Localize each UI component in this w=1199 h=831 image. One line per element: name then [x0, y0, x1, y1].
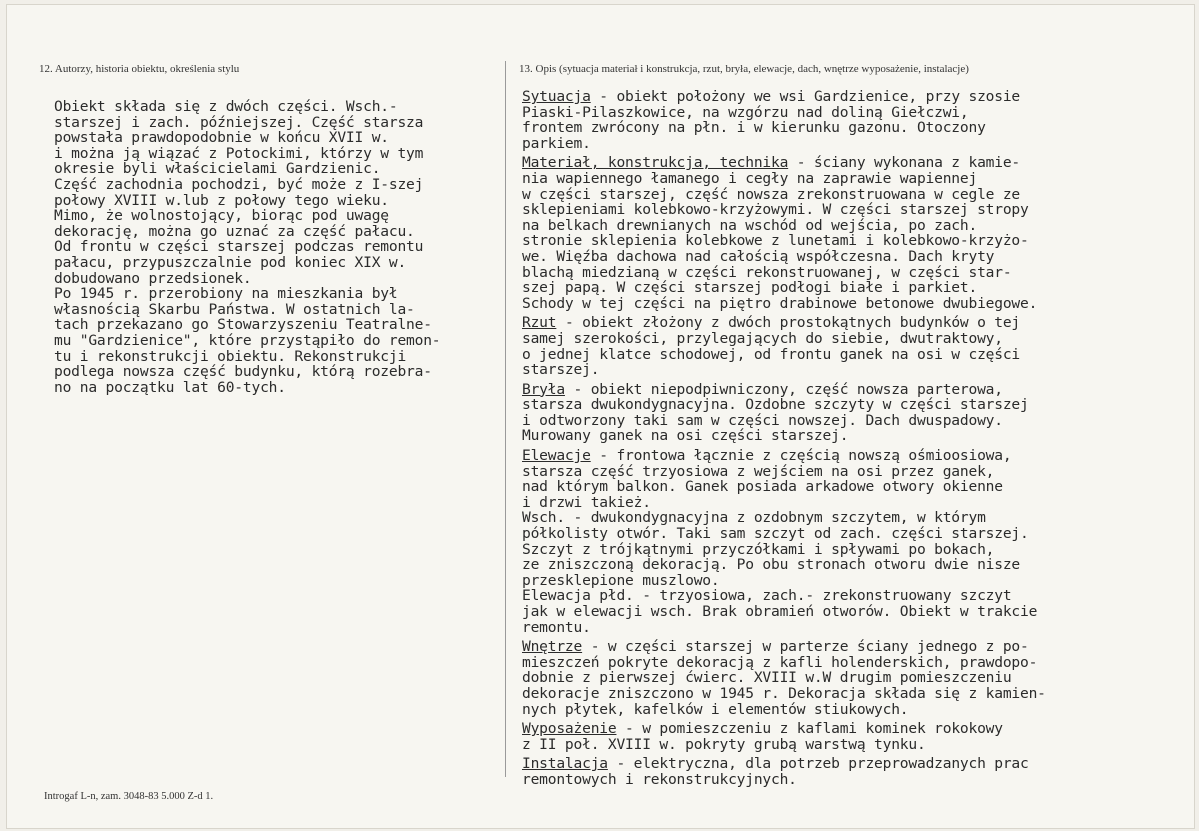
section-first-line	[522, 721, 1046, 737]
section-line: Murowany ganek na osi części starszej.	[522, 427, 849, 445]
history-line: Po 1945 r. przerobiony na mieszkania był	[54, 285, 398, 303]
description-text-block	[522, 89, 1046, 792]
section-line: Szczyt z trójkątnymi przyczółkami i spływami po bokach,	[522, 540, 995, 558]
section-line: starsza część trzyosiowa z wejściem na osi przez ganek,	[522, 462, 995, 480]
history-text-block	[54, 99, 440, 395]
section-first-line	[522, 89, 1046, 105]
history-line: tu i rekonstrukcji obiektu. Rekonstrukcji	[54, 347, 407, 365]
section-first-line	[522, 639, 1046, 655]
section-line: remontowych i rekonstrukcyjnych.	[522, 770, 797, 788]
history-line: dobudowano przedsionek.	[54, 269, 252, 287]
section-first-text: - elektryczna, dla potrzeb przeprowadzanych prac	[607, 755, 1029, 773]
section-line: szej papą. W części starszej podłogi białe i parkiet.	[522, 279, 978, 297]
section-line: we. Więźba dachowa nad całością współczesna. Dach kryty	[522, 247, 995, 265]
section-12-header: 12. Autorzy, historia obiektu, określenia stylu	[39, 63, 240, 75]
description-section	[522, 155, 1046, 311]
section-first-line	[522, 315, 1046, 331]
section-heading: Instalacja	[522, 755, 608, 773]
section-line: mieszczeń pokryte dekoracją z kafli holenderskich, prawdopo-	[522, 653, 1038, 671]
section-heading: Elewacje	[522, 447, 591, 465]
history-line: powstała prawdopodobnie w końcu XVII w.	[54, 129, 389, 147]
section-heading: Wnętrze	[522, 638, 583, 656]
section-line: Piaski-Pilaszkowice, na wzgórzu nad doliną Giełczwi,	[522, 103, 969, 121]
section-line: na belkach drewnianych na wschód od wejścia, po zach.	[522, 216, 978, 234]
section-line: z II poł. XVIII w. pokryty grubą warstwą tynku.	[522, 735, 926, 753]
section-heading: Materiał, konstrukcja, technika	[522, 154, 789, 172]
section-line: sklepieniami kolebkowo-krzyżowymi. W części starszej stropy	[522, 201, 1029, 219]
section-line: starszej.	[522, 361, 600, 379]
history-line: mu "Gardzienice", które przystąpiło do remon-	[54, 331, 441, 349]
section-line: ze zniszczoną dekoracją. Po obu stronach otworu dwie nisze	[522, 556, 1020, 574]
section-first-text: - w części starszej w parterze ściany jednego z po-	[582, 638, 1029, 656]
history-line: podlega nowsza część budynku, którą rozebra-	[54, 363, 432, 381]
section-line: o jednej klatce schodowej, od frontu ganek na osi w części	[522, 345, 1020, 363]
description-section	[522, 315, 1046, 377]
history-line: Mimo, że wolnostojący, biorąc pod uwagę	[54, 207, 389, 225]
section-line: półkolisty otwór. Taki sam szczyt od zach. części starszej.	[522, 525, 1029, 543]
column-divider	[505, 61, 506, 777]
section-line: samej szerokości, przylegających do siebie, dwutraktowy,	[522, 329, 1003, 347]
section-line: w części starszej, część nowsza zrekonstruowana w cegle ze	[522, 185, 1020, 203]
history-line: Część zachodnia pochodzi, być może z I-szej	[54, 175, 424, 193]
section-line: Schody w tej części na piętro drabinowe betonowe dwubiegowe.	[522, 294, 1038, 312]
section-line: blachą miedzianą w części rekonstruowanej, w części star-	[522, 263, 1012, 281]
section-line: stronie sklepienia kolebkowe z lunetami i kolebkowo-krzyżo-	[522, 232, 1029, 250]
section-first-text: - ściany wykonana z kamie-	[788, 154, 1020, 172]
section-line: Wsch. - dwukondygnacyjna z ozdobnym szczytem, w którym	[522, 509, 986, 527]
history-line: Obiekt składa się z dwóch części. Wsch.-	[54, 98, 398, 115]
history-line: Od frontu w części starszej podczas remontu	[54, 238, 424, 256]
description-section	[522, 721, 1046, 752]
description-section	[522, 89, 1046, 151]
history-line: i można ją wiązać z Potockimi, którzy w tym	[54, 144, 424, 162]
section-heading: Sytuacja	[522, 88, 591, 105]
section-line: starsza dwukondygnacyjna. Ozdobne szczyty w części starszej	[522, 396, 1029, 414]
section-first-line	[522, 756, 1046, 772]
section-line: jak w elewacji wsch. Brak obramień otworów. Obiekt w trakcie	[522, 603, 1038, 620]
history-line: dekorację, można go uznać za część pałacu.	[54, 222, 415, 240]
description-section	[522, 756, 1046, 787]
section-line: nych płytek, kafelków i elementów stiukowych.	[522, 700, 909, 718]
printer-imprint: Introgaf L-n, zam. 3048-83 5.000 Z-d 1.	[44, 791, 214, 802]
history-line: pałacu, przypuszczalnie pod koniec XIX w.	[54, 253, 407, 271]
section-line: remontu.	[522, 618, 591, 636]
section-13-header: 13. Opis (sytuacja materiał i konstrukcja, rzut, bryła, elewacje, dach, wnętrze wyposażenie, instalacje)	[519, 63, 969, 75]
section-heading: Rzut	[522, 314, 557, 332]
history-line: starszej i zach. późniejszej. Część starsza	[54, 113, 424, 131]
section-line: przesklepione muszlowo.	[522, 571, 720, 589]
section-first-text: - obiekt niepodpiwniczony, część nowsza parterowa,	[564, 380, 1003, 398]
history-line: tach przekazano go Stowarzyszeniu Teatralne-	[54, 316, 432, 334]
section-first-text: - w pomieszczeniu z kaflami kominek rokokowy	[616, 720, 1003, 738]
description-section	[522, 448, 1046, 635]
section-line: dobnie z pierwszej ćwierc. XVIII w.W drugim pomieszczeniu	[522, 669, 1012, 687]
history-line: połowy XVIII w.lub z połowy tego wieku.	[54, 191, 389, 209]
document-sheet	[6, 4, 1195, 829]
section-line: frontem zwrócony na płn. i w kierunku gazonu. Otoczony	[522, 119, 986, 137]
history-line: no na początku lat 60-tych.	[54, 378, 286, 396]
section-first-line	[522, 155, 1046, 171]
history-line: własnością Skarbu Państwa. W ostatnich la-	[54, 300, 415, 318]
section-line: i drzwi takież.	[522, 493, 651, 511]
section-first-line	[522, 448, 1046, 464]
section-first-line	[522, 382, 1046, 398]
section-line: Elewacja płd. - trzyosiowa, zach.- zrekonstruowany szczyt	[522, 587, 1012, 605]
section-first-text: - frontowa łącznie z częścią nowszą ośmioosiowa,	[590, 447, 1012, 465]
section-line: parkiem.	[522, 134, 591, 152]
section-first-text: - obiekt złożony z dwóch prostokątnych budynków o tej	[556, 314, 1021, 332]
description-section	[522, 382, 1046, 444]
history-line: okresie byli właścicielami Gardzienic.	[54, 160, 381, 178]
section-heading: Wyposażenie	[522, 720, 617, 738]
section-line: i odtworzony taki sam w części nowszej. Dach dwuspadowy.	[522, 411, 1003, 429]
description-section	[522, 639, 1046, 717]
section-line: nad którym balkon. Ganek posiada arkadowe otwory okienne	[522, 478, 1003, 496]
section-first-text: - obiekt położony we wsi Gardzienice, przy szosie	[590, 88, 1021, 105]
section-line: nia wapiennego łamanego i cegły na zaprawie wapiennej	[522, 169, 978, 187]
section-heading: Bryła	[522, 380, 565, 398]
section-line: dekoracje zniszczono w 1945 r. Dekoracja składa się z kamien-	[522, 684, 1046, 702]
